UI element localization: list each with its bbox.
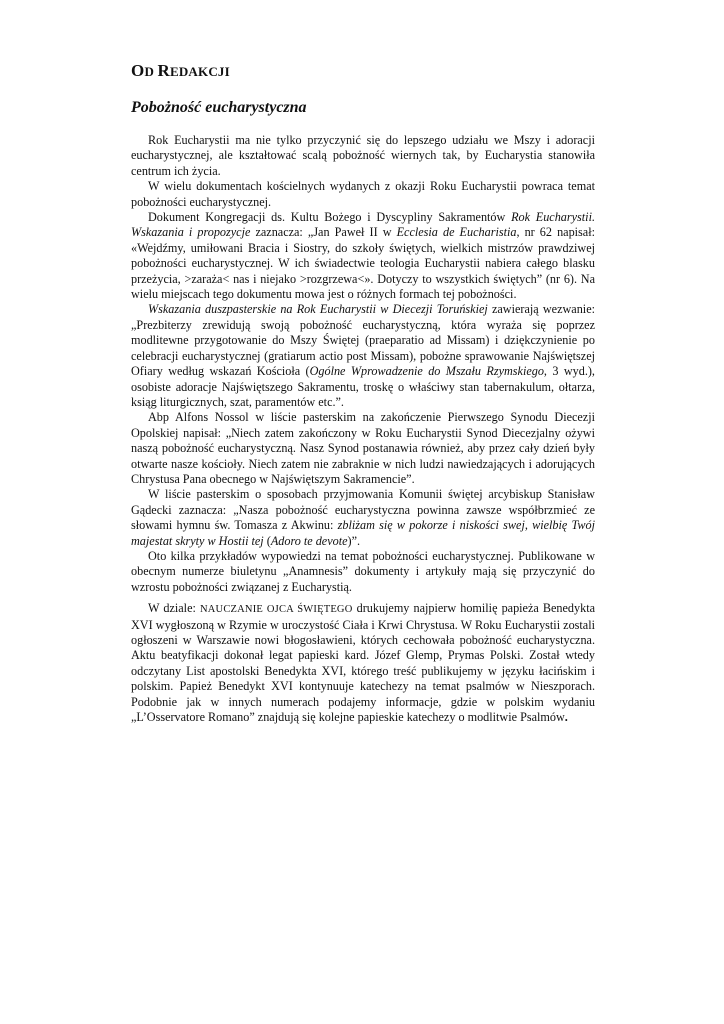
text-span: drukujemy najpierw homilię papieża Benedykta XVI wygłoszoną w Rzymie w uroczystość Ciała i Krwi Chrystusa. W Roku Eucharystii zostali ogłoszeni w Warszawie nowi błogosławieni, których cechowała pobożność eucharystyczna. Aktu beatyfikacji dokonał legat papieski kard. Józef Glemp, Prymas Polski. Został wtedy odczytany List apostolski Benedykta XVI, którego treść publikujemy w języku łacińskim i polskim. Papież Benedykt XVI kontynuuje katechezy na temat psalmów w Nieszporach. Podobnie jak w innych numerach podajemy informacje, gdzie w polskim wydaniu „L’Osservatore Romano” znajdują się kolejne papieskie katechezy o modlitwie Psalmów bbox=[131, 601, 596, 725]
text-span: )”. bbox=[347, 533, 361, 548]
document-title-italic: Rok Eucharystii. Wskazania i propozycje bbox=[131, 210, 596, 240]
article-title: Pobożność eucharystyczna bbox=[131, 99, 307, 116]
paragraph-4 bbox=[131, 302, 595, 410]
paragraph-2: W wielu dokumentach kościelnych wydanych z okazji Roku Eucharystii powraca temat pobożności eucharystycznej. bbox=[131, 179, 595, 209]
section-heading-initial-r: R bbox=[157, 61, 170, 80]
page bbox=[131, 60, 595, 725]
text-span: W dziale: bbox=[148, 601, 200, 616]
encyclical-title-italic: Ecclesia de Eucharistia bbox=[396, 225, 517, 240]
text-span: Dokument Kongregacji ds. Kultu Bożego i Dyscypliny Sakramentów bbox=[148, 210, 512, 225]
text-span: , nr 62 napisał: «Wejdźmy, umiłowani Bracia i Siostry, do szkoły świętych, wielkich mistrzów prawdziwej pobożności eucharystycznej. W ich świadectwie teologia Eucharystii nabiera całego blasku przeżycia, >zaraża< nas i niejako >rozgrzewa<». Dotyczy to wszystkich świętych” (nr 6). Na wielu miejscach tego dokumentu mowa jest o różnych formach tej pobożności. bbox=[131, 225, 595, 302]
paragraph-5: Abp Alfons Nossol w liście pasterskim na zakończenie Pierwszego Synodu Diecezji Opolskiej napisał: „Niech zatem zakończony w Roku Eucharystii Synod Diecezjalny ożywi naszą pobożność eucharystyczną. Nasz Synod postanawia również, aby przez cały dzień były otwarte nasze kościoły. Niech zatem nie zabraknie w nich ludzi nawiedzających i adorujących Chrystusa Pana obecnego w Najświętszym Sakramencie”. bbox=[131, 410, 595, 486]
final-period: . bbox=[564, 710, 568, 725]
paragraph-8 bbox=[131, 601, 595, 725]
missal-title-italic: Ogólne Wprowadzenie do Mszału Rzymskiego bbox=[309, 364, 544, 379]
text-span: zaznacza: „Jan Paweł II w bbox=[250, 225, 397, 240]
paragraph-7: Oto kilka przykładów wypowiedzi na temat pobożności eucharystycznej. Publikowane w obecnym numerze biuletynu „Anamnesis” dokumenty i artykuły mają się przyczynić do wzrostu pobożności związanej z Eucharystią. bbox=[131, 548, 595, 594]
section-heading bbox=[131, 60, 595, 83]
paragraph-1: Rok Eucharystii ma nie tylko przyczynić się do lepszego udziału we Mszy i adoracji eucharystycznej, ale kształtować scalą pobożność wiernych tak, by Eucharystia stanowiła centrum ich życia. bbox=[131, 133, 595, 178]
text-span: , 3 wyd.), osobiste adoracje Najświętszego Sakramentu, troskę o właściwy stan tabernakulum, ołtarza, ksiąg liturgicznych, szat, paramentów etc.”. bbox=[131, 364, 595, 409]
text-span: W liście pasterskim o sposobach przyjmowania Komunii świętej arcybiskup Stanisław Gądecki zaznacza: „Nasza pobożność eucharystyczna powinna zawsze współbrzmieć ze słowami hymnu św. Tomasza z Akwinu: bbox=[131, 487, 595, 533]
paragraph-3 bbox=[131, 210, 595, 302]
section-heading-initial-o: O bbox=[131, 61, 145, 80]
section-name-small-caps: NAUCZANIE OJCA ŚWIĘTEGO bbox=[199, 604, 353, 616]
document-title-italic: Wskazania duszpasterskie na Rok Eucharystii w Diecezji Toruńskiej bbox=[148, 302, 488, 317]
text-span: ( bbox=[263, 533, 271, 548]
section-heading-part-2: EDAKCJI bbox=[169, 64, 230, 79]
hymn-title-italic: Adoro te devote bbox=[270, 533, 348, 548]
text-span: zawierają wezwanie: „Prezbiterzy zrewidują swoją pobożność eucharystyczną, która wyraża się poprzez modlitewne przygotowanie do Mszy Świętej (praeparatio ad Missam) i dziękczynienie po celebracji eucharystycznej (gratiarum actio post Missam), pobożne sprawowanie Najświętszej Ofiary według wskazań Kościoła ( bbox=[131, 302, 595, 379]
section-heading-part-1: D bbox=[144, 64, 158, 79]
article-body bbox=[131, 133, 595, 725]
paragraph-6 bbox=[131, 487, 595, 549]
hymn-quote-italic: zbliżam się w pokorze i niskości swej, wielbię Twój majestat skryty w Hostii tej bbox=[131, 518, 596, 548]
